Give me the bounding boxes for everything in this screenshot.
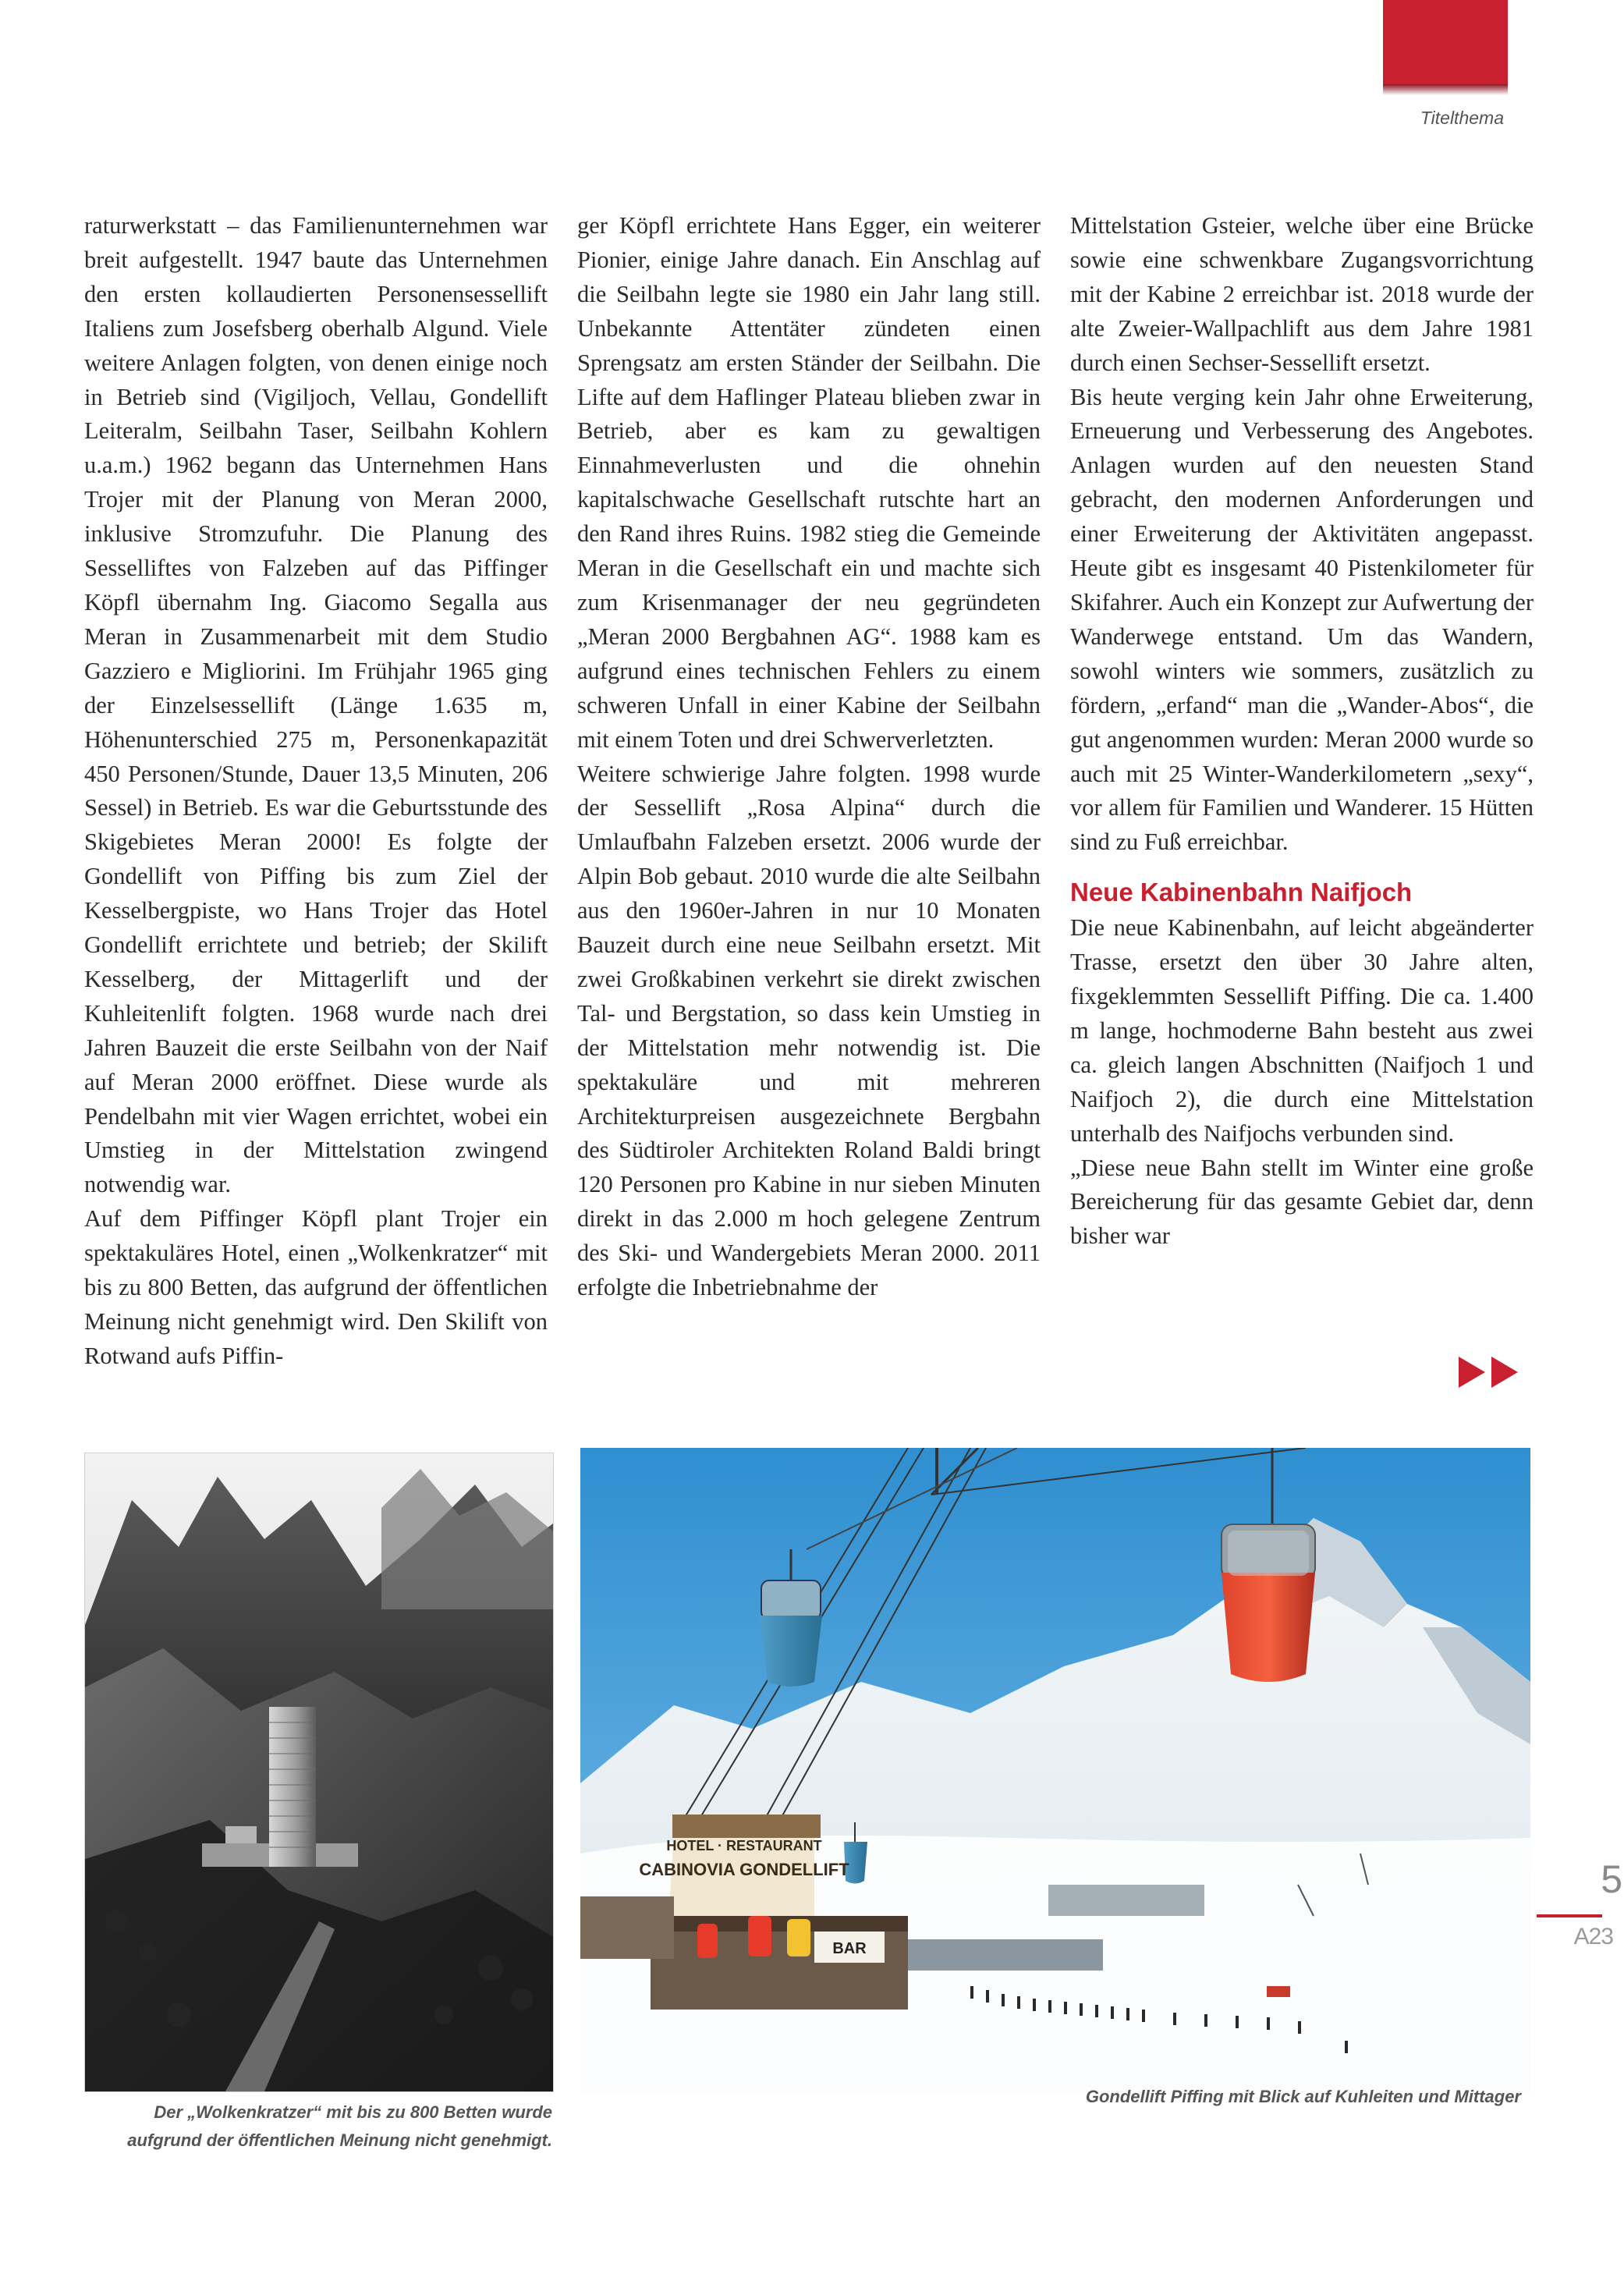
paragraph: Weitere schwierige Jahre folgten. 1998 wurde der Sessellift „Rosa Alpina“ durch die Umlaufbahn Falzeben ersetzt. 2006 wurde der Alpin Bob gebaut. 2010 wurde die alte Seilbahn aus den 1960er-Jahren in nur 10 Monaten Bauzeit durch eine neue Seilbahn ersetzt. Mit zwei Großkabinen verkehrt sie direkt zwischen Tal- und Bergstation, so dass kein Umstieg in der Mittelstation mehr notwendig ist. Die spektakuläre und mit mehreren Architekturpreisen ausgezeichnete Bergbahn des Südtiroler Architekten Roland Baldi bringt 120 Personen pro Kabine in nur sieben Minuten direkt in das 2.000 m hoch gelegene Zentrum des Ski- und Wandergebiets Meran 2000. 2011 erfolgte die Inbetriebnahme der [577,760,1041,1301]
hotel-sign-line2: CABINOVIA GONDELLIFT [639,1860,849,1879]
text-column-1 [84,209,548,1374]
paragraph: Die neue Kabinenbahn, auf leicht abgeänderter Trasse, ersetzt den über 30 Jahre alten, fixgeklemmten Sessellift Piffing. Die ca. 1.400 m lange, hochmoderne Bahn besteht aus zwei ca. gleich langen Abschnitten (Naifjoch 1 und Naifjoch 2), die durch eine Mittelstation unterhalb des Naifjochs verbunden sind. [1070,914,1534,1147]
page-number-rule [1537,1914,1602,1917]
paragraph: raturwerkstatt – das Familienunternehmen war breit aufgestellt. 1947 baute das Unternehmen den ersten kollaudierten Personensessellift Italiens zum Josefsberg oberhalb Algund. Viele weitere Anlagen folgten, von denen einige noch in Betrieb sind (Vigiljoch, Vellau, Gondellift Leiteralm, Seilbahn Taser, Seilbahn Kohlern u.a.m.) 1962 begann das Unternehmen Hans Trojer mit der Planung von Meran 2000, inklusive Stromzufuhr. Die Planung des Sesselliftes von Falzeben auf das Piffinger Köpfl übernahm Ing. Giacomo Segalla aus Meran in Zusammenarbeit mit dem Studio Gazziero e Migliorini. Im Frühjahr 1965 ging der Einzelsessellift (Länge 1.635 m, Höhenunterschied 275 m, Personenkapazität 450 Personen/Stunde, Dauer 13,5 Minuten, 206 Sessel) in Betrieb. Es war die Geburtsstunde des Skigebietes Meran 2000! Es folgte der Gondellift von Piffing bis zum Ziel der Kesselbergpiste, wo Hans Trojer das Hotel Gondellift errichtete und betrieb; der Skilift Kesselberg, der Mittagerlift und der Kuhleitenlift folgten. 1968 wurde nach drei Jahren Bauzeit die erste Seilbahn von der Naif auf Meran 2000 eröffnet. Diese wurde als Pendelbahn mit vier Wagen errichtet, wobei ein Umstieg in der Mittelstation zwingend notwendig war. [84,212,548,1198]
subheading: Neue Kabinenbahn Naifjoch [1070,878,1413,907]
paragraph: ger Köpfl errichtete Hans Egger, ein weiterer Pionier, einige Jahre danach. Ein Anschlag auf die Seilbahn legte sie 1980 ein Jahr lang still. Unbekannte Attentäter zündeten einen Sprengsatz am ersten Ständer der Seilbahn. Die Lifte auf dem Haflinger Plateau blieben zwar in Betrieb, aber es kam zu gewaltigen Einnahmeverlusten und die ohnehin kapitalschwache Gesellschaft rutschte hart an den Rand ihres Ruins. 1982 stieg die Gemeinde Meran in die Gesellschaft ein und machte sich zum Krisenmanager der neu gegründeten „Meran 2000 Bergbahnen AG“. 1988 kam es aufgrund eines technischen Fehlers zu einem schweren Unfall in einer Kabine der Seilbahn mit einem Toten und drei Schwerverletzten. [577,212,1041,753]
hotel-sign-line1: HOTEL · RESTAURANT [666,1838,822,1854]
page-number: 5 [1601,1857,1622,1901]
photo-gondola-lift [580,1448,1530,2094]
page-code: A23 [1573,1924,1613,1949]
header-accent-tab [1383,0,1508,84]
photo-caption-left: Der „Wolkenkratzer“ mit bis zu 800 Betten wurde aufgrund der öffentlichen Meinung nicht genehmigt. [127,2102,552,2150]
photo-skyscraper-hotel [84,1453,554,2092]
paragraph: Auf dem Piffinger Köpfl plant Trojer ein spektakuläres Hotel, einen „Wolkenkratzer“ mit bis zu 800 Betten, das aufgrund der öffentlichen Meinung nicht genehmigt wird. Den Skilift von Rotwand aufs Piffin- [84,1205,548,1369]
double-triangle-right-icon [1459,1357,1537,1388]
section-label: Titelthema [1420,108,1504,128]
text-column-3 [1070,209,1534,1254]
paragraph: Mittelstation Gsteier, welche über eine Brücke sowie eine schwenkbare Zugangsvorrichtung mit der Kabine 2 erreichbar ist. 2018 wurde der alte Zweier-Wallpachlift aus dem Jahre 1981 durch einen Sechser-Sessellift ersetzt. [1070,212,1534,376]
text-column-2 [577,209,1041,1305]
paragraph: Bis heute verging kein Jahr ohne Erweiterung, Erneuerung und Verbesserung des Angebotes. Anlagen wurden auf den neuesten Stand gebracht, den modernen Anforderungen und einer Erweiterung der Aktivitäten angepasst. Heute gibt es insgesamt 40 Pistenkilometer für Skifahrer. Auch ein Konzept zur Aufwertung der Wanderwege entstand. Um das Wandern, sowohl winters wie sommers, zusätzlich zu fördern, „erfand“ man die „Wander-Abos“, die gut angenommen wurden: Meran 2000 wurde so auch mit 25 Winter-Wanderkilometern „sexy“, vor allem für Familien und Wanderer. 15 Hütten sind zu Fuß erreichbar. [1070,383,1534,856]
photo-caption-right: Gondellift Piffing mit Blick auf Kuhleiten und Mittager [1085,2087,1521,2106]
paragraph: „Diese neue Bahn stellt im Winter eine große Bereicherung für das gesamte Gebiet dar, denn bisher war [1070,1154,1534,1250]
bar-sign: BAR [832,1940,867,1957]
